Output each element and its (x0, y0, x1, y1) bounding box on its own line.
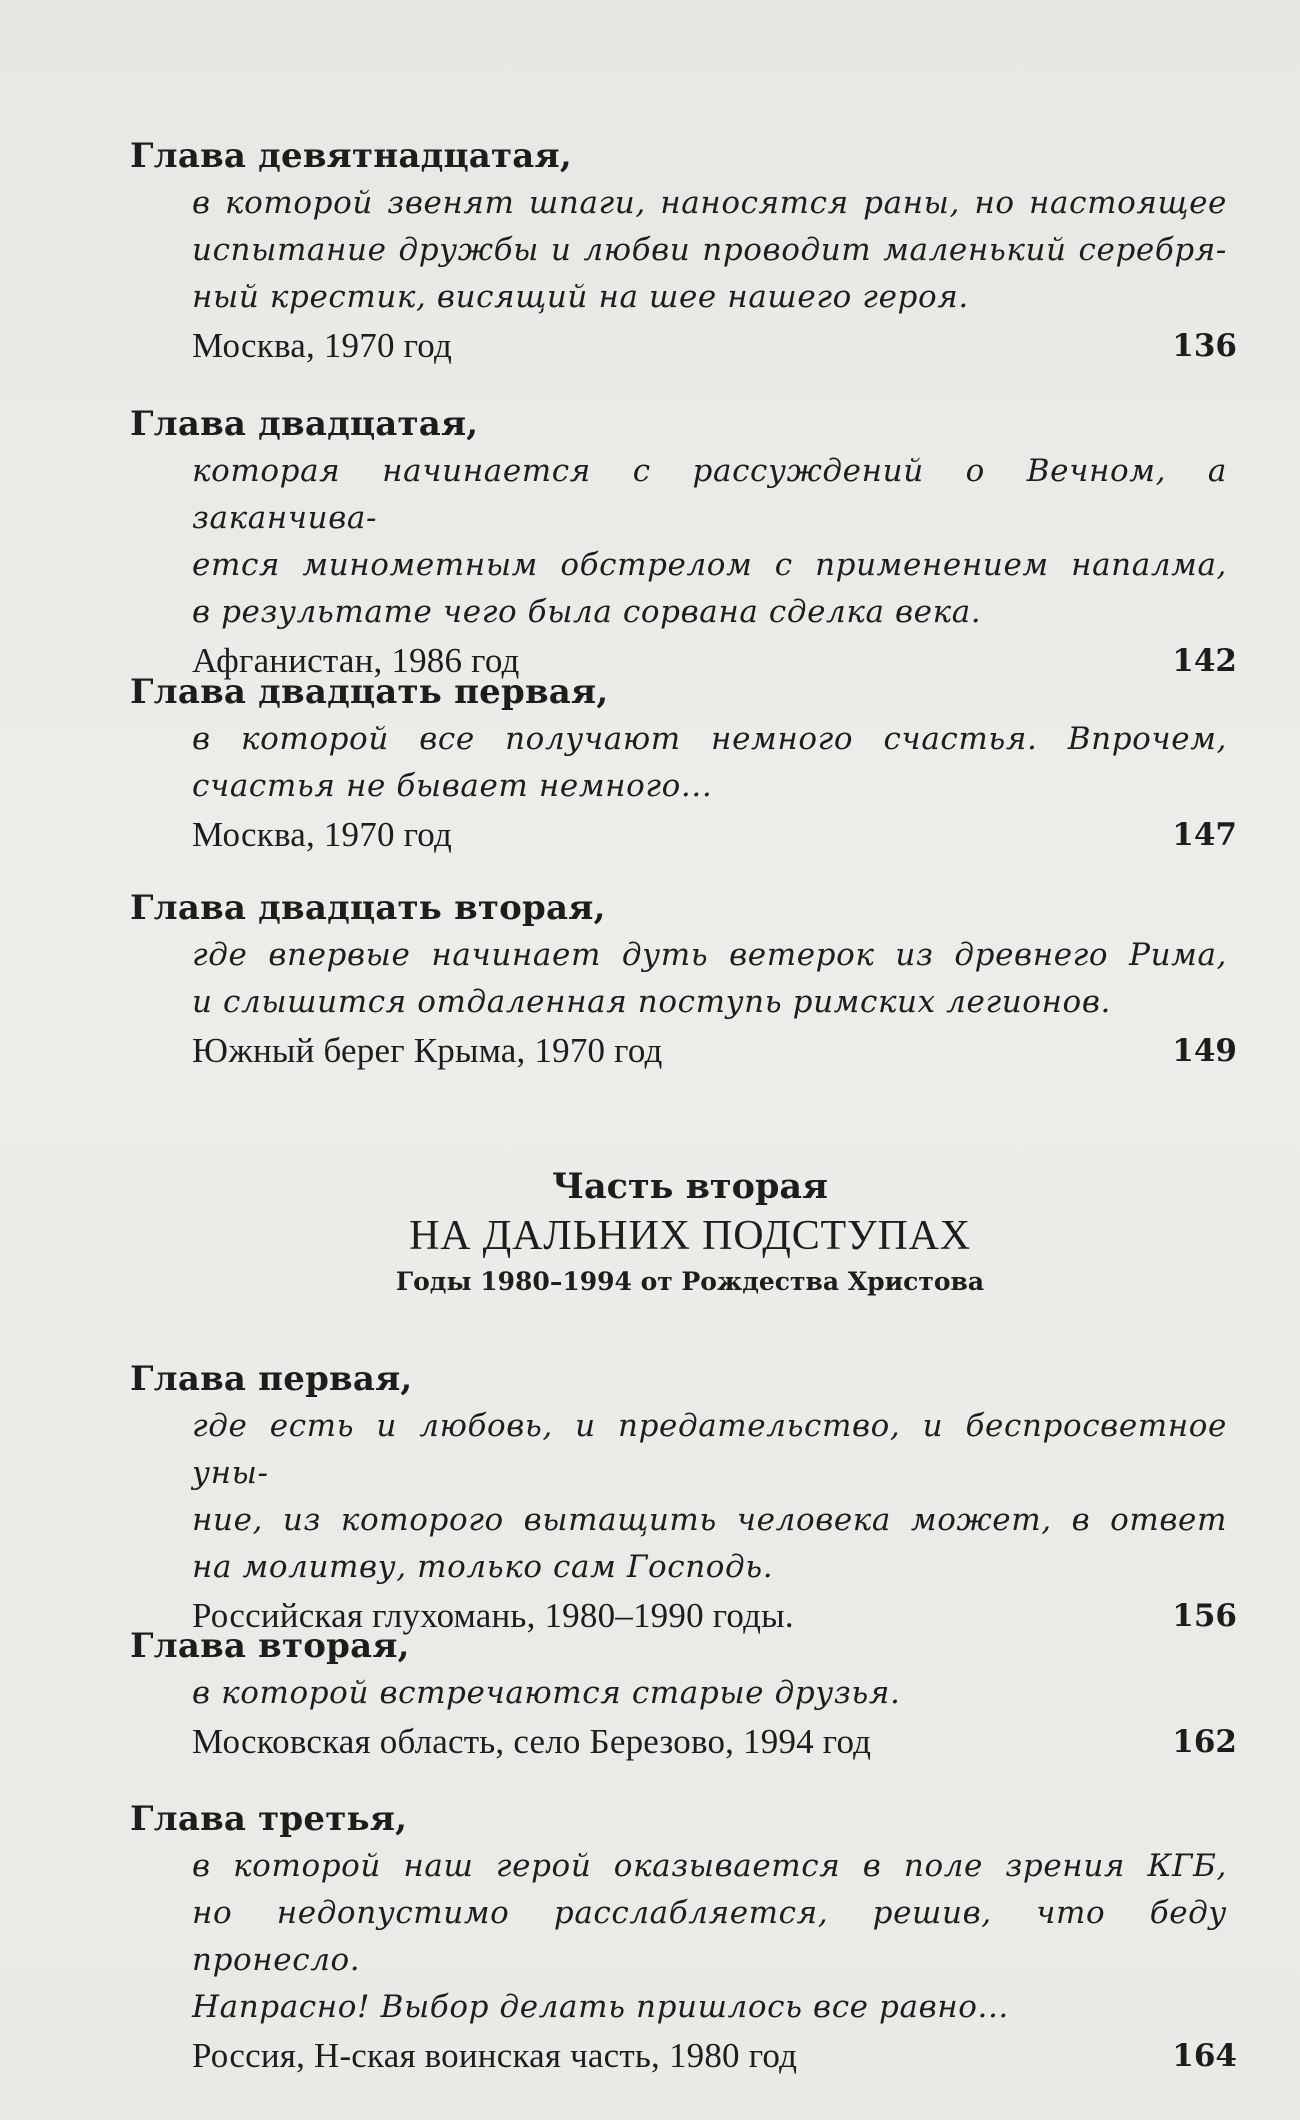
chapter-page-number: 156 (1172, 1598, 1237, 1634)
chapter-page-number: 142 (1172, 643, 1237, 679)
description-line: испытание дружбы и любви проводит маленький серебря- (192, 232, 1227, 268)
chapter-title: Глава третья, (130, 1799, 408, 1839)
chapter-title: Глава первая, (130, 1359, 413, 1399)
description-line: в которой встречаются старые друзья. (192, 1675, 901, 1711)
chapter-page-number: 164 (1172, 2038, 1237, 2074)
description-line: в которой все получают немного счастья. Впрочем, (192, 721, 1227, 757)
chapter-title: Глава девятнадцатая, (130, 136, 572, 176)
description-line: в которой звенят шпаги, наносятся раны, но настоящее (192, 185, 1227, 221)
toc-entry-part2-chapter-2 (130, 1622, 1240, 1767)
chapter-description (192, 1843, 1227, 2031)
toc-entry-chapter-21 (130, 668, 1240, 860)
chapter-place-row (192, 1717, 1237, 1767)
chapter-title: Глава двадцать вторая, (130, 888, 606, 928)
description-line: где впервые начинает дуть ветерок из древнего Рима, (192, 937, 1227, 973)
chapter-page-number: 147 (1172, 817, 1237, 853)
chapter-place: Южный берег Крыма, 1970 год (192, 1031, 663, 1070)
description-line: ный крестик, висящий на шее нашего героя. (192, 279, 969, 315)
chapter-place: Москва, 1970 год (192, 326, 452, 365)
chapter-page-number: 162 (1172, 1724, 1237, 1760)
chapter-place-row (192, 321, 1237, 371)
chapter-description (192, 1403, 1227, 1591)
toc-entry-part2-chapter-1 (130, 1355, 1240, 1641)
description-line: ние, из которого вытащить человека может, в ответ (192, 1502, 1227, 1538)
description-line: где есть и любовь, и предательство, и беспросветное уны- (192, 1408, 1227, 1491)
description-line: но недопустимо расслабляется, решив, что беду пронесло. (192, 1895, 1227, 1978)
chapter-title: Глава двадцатая, (130, 404, 479, 444)
chapter-place: Российская глухомань, 1980–1990 годы. (192, 1596, 794, 1635)
chapter-title: Глава двадцать первая, (130, 672, 609, 712)
chapter-place: Московская область, село Березово, 1994 год (192, 1722, 872, 1761)
description-line: которая начинается с рассуждений о Вечном, а заканчива- (192, 453, 1227, 536)
chapter-description (192, 716, 1227, 810)
chapter-title: Глава вторая, (130, 1626, 410, 1666)
chapter-page-number: 136 (1172, 328, 1237, 364)
chapter-description (192, 448, 1227, 636)
part-title: НА ДАЛЬНИХ ПОДСТУПАХ (409, 1213, 971, 1259)
chapter-description (192, 932, 1227, 1026)
chapter-place-row (192, 810, 1237, 860)
part-two-heading (0, 1164, 1300, 1302)
description-line: ется минометным обстрелом с применением напалма, (192, 547, 1227, 583)
toc-entry-chapter-22 (130, 884, 1240, 1076)
description-line: Напрасно! Выбор делать пришлось все равно... (192, 1989, 1009, 2025)
chapter-page-number: 149 (1172, 1033, 1237, 1069)
description-line: в которой наш герой оказывается в поле зрения КГБ, (192, 1848, 1227, 1884)
part-label: Часть вторая (552, 1166, 828, 1207)
description-line: на молитву, только сам Господь. (192, 1549, 774, 1585)
description-line: счастья не бывает немного... (192, 768, 713, 804)
chapter-description (192, 1670, 1227, 1717)
chapter-place: Москва, 1970 год (192, 815, 452, 854)
description-line: и слышится отдаленная поступь римских легионов. (192, 984, 1111, 1020)
chapter-description (192, 180, 1227, 321)
part-years: Годы 1980–1994 от Рождества Христова (395, 1267, 985, 1296)
toc-entry-chapter-19 (130, 132, 1240, 371)
toc-entry-chapter-20 (130, 400, 1240, 686)
chapter-place: Афганистан, 1986 год (192, 641, 520, 680)
chapter-place: Россия, Н-ская воинская часть, 1980 год (192, 2036, 798, 2075)
chapter-place-row (192, 2031, 1237, 2081)
chapter-place-row (192, 1026, 1237, 1076)
description-line: в результате чего была сорвана сделка века. (192, 594, 982, 630)
toc-entry-part2-chapter-3 (130, 1795, 1240, 2081)
